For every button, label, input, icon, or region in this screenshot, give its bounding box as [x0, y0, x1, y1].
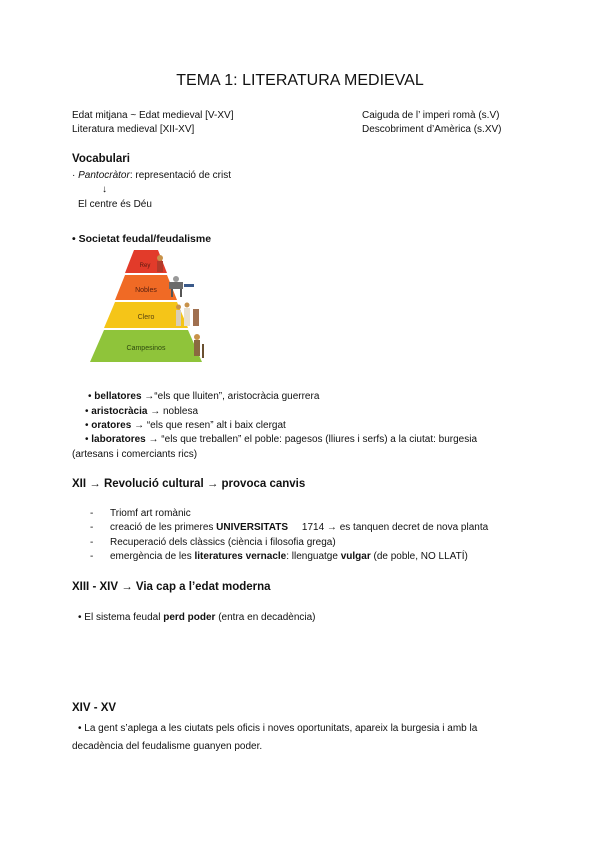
vocab-heading: Vocabulari: [72, 153, 130, 165]
feudal-item-laboratores: • laboratores → “els que treballen” el poble: pagesos (lliures i serfs) a la ciutat: burgesia: [85, 434, 478, 445]
feudal-continuation: (artesans i comerciants rics): [72, 449, 198, 460]
bullet-icon: •: [72, 233, 76, 245]
page-title: TEMA 1: LITERATURA MEDIEVAL: [176, 72, 424, 89]
bullet: ·: [72, 170, 76, 181]
peasant-figure-icon: [194, 334, 204, 358]
xiii-text: • El sistema feudal perd poder (entra en decadència): [78, 612, 316, 623]
xii-item-3: - Recuperació dels clàssics (ciència i filosofia grega): [90, 537, 336, 548]
xii-item-1: - Triomf art romànic: [90, 508, 191, 519]
xiv-line-1: • La gent s’aplega a les ciutats pels oficis i noves oportunitats, apareix la burgesia i amb la: [78, 723, 478, 734]
vocab-term: Pantocràtor: [78, 170, 130, 181]
vocab-definition-text: : representació de crist: [129, 170, 231, 181]
knight-figure-icon: [169, 276, 194, 297]
feudal-item-aristocracia: • aristocràcia → noblesa: [85, 406, 199, 417]
xiii-heading: XIII - XIV → Via cap a l’edat moderna: [72, 581, 271, 593]
pyramid-label-campesinos: Campesinos: [126, 345, 166, 352]
pyramid-label-rey: Rey: [139, 263, 151, 269]
feudal-pyramid: [72, 246, 222, 370]
intro-right-1: Caiguda de l’ imperi romà (s.V): [362, 110, 500, 121]
down-arrow-icon: ↓: [102, 184, 107, 195]
intro-right-2: Descobriment d’Amèrica (s.XV): [362, 124, 502, 135]
feudal-heading: • Societat feudal/feudalisme: [72, 233, 212, 245]
xiv-heading: XIV - XV: [72, 702, 117, 714]
pyramid-label-nobles: Nobles: [135, 287, 157, 294]
vocab-centre: El centre és Déu: [78, 199, 152, 210]
xii-item-4: - emergència de les literatures vernacle: llenguatge vulgar (de poble, NO LLATÍ): [90, 551, 468, 562]
feudal-item-bellatores: • bellatores →“els que lluiten”, aristocràcia guerrera: [88, 391, 320, 402]
pyramid-label-clero: Clero: [137, 314, 155, 321]
clergy-figure-icon: [176, 303, 199, 327]
xiv-line-2: decadència del feudalisme guanyen poder.: [72, 741, 263, 752]
xii-item-2: - creació de les primeres UNIVERSITATS 1714 → es tanquen decret de nova planta: [90, 522, 489, 533]
feudal-item-oratores: • oratores → “els que resen” alt i baix clergat: [85, 420, 286, 431]
vocab-definition: [72, 170, 231, 181]
xii-heading: XII → Revolució cultural → provoca canvis: [72, 478, 306, 490]
intro-left-1: Edat mitjana ~ Edat medieval [V-XV]: [72, 110, 234, 121]
king-figure-icon: [157, 255, 163, 272]
intro-left-2: Literatura medieval [XII-XV]: [72, 124, 195, 135]
